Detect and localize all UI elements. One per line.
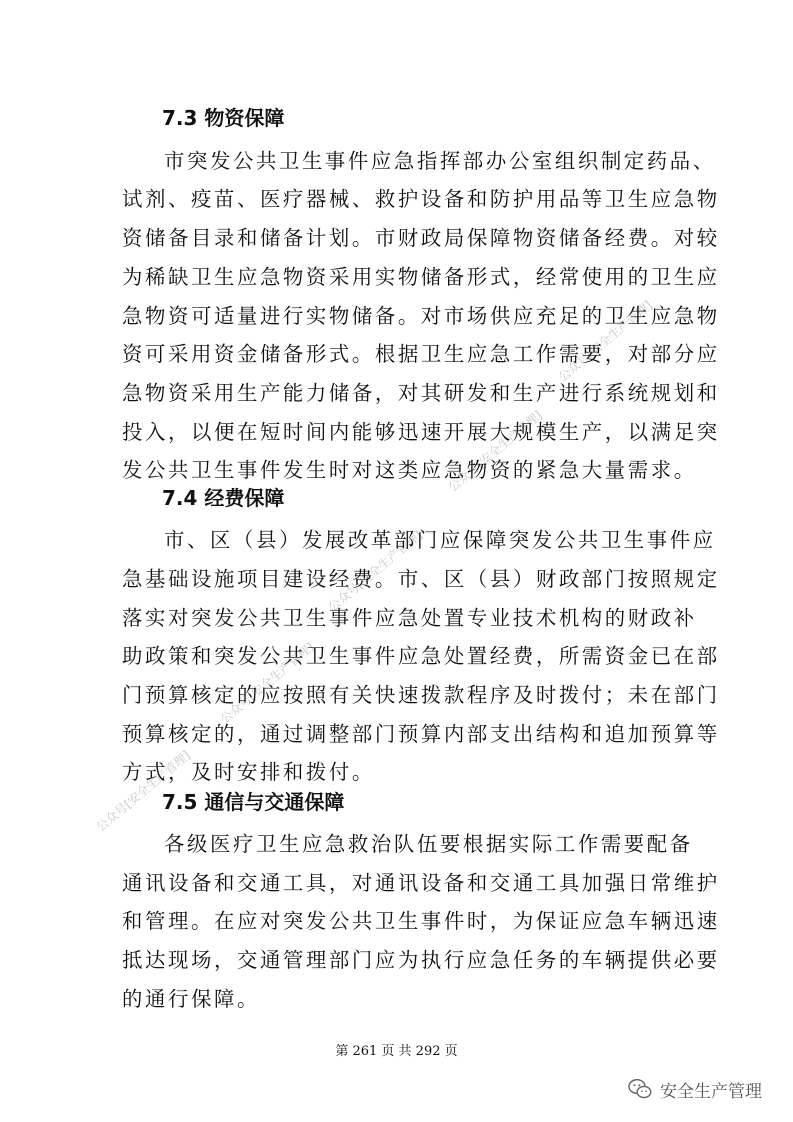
section-heading: 7.3 物资保障 (162, 106, 285, 130)
paragraph-line: 各级医疗卫生应急救治队伍要根据实际工作需要配备 (164, 832, 693, 856)
paragraph-line: 为稀缺卫生应急物资采用实物储备形式，经常使用的卫生应 (122, 265, 720, 289)
watermark: 公众号[安全生产管理] (325, 528, 425, 615)
paragraph-line: 急物资可适量进行实物储备。对市场供应充足的卫生应急物 (122, 304, 720, 328)
watermark: 公众号[安全生产管理] (555, 298, 655, 385)
paragraph-line: 发公共卫生事件发生时对这类应急物资的紧急大量需求。 (122, 458, 697, 482)
paragraph-line: 和管理。在应对突发公共卫生事件时，为保证应急车辆迅速 (122, 909, 720, 933)
page-number: 第 261 页 共 292 页 (335, 1044, 458, 1059)
paragraph-line: 助政策和突发公共卫生事件应急处置经费，所需资金已在部 (122, 644, 720, 668)
account-badge (628, 1074, 762, 1104)
paragraph-line: 预算核定的，通过调整部门预算内部支出结构和追加预算等 (122, 722, 720, 746)
paragraph-line: 试剂、疫苗、医疗器械、救护设备和防护用品等卫生应急物 (122, 187, 720, 211)
paragraph-line: 抵达现场，交通管理部门应为执行应急任务的车辆提供必要 (122, 948, 720, 972)
paragraph-line: 的通行保障。 (122, 987, 260, 1011)
section-heading: 7.4 经费保障 (162, 486, 285, 510)
watermark: 公众号[安全生产管理] (93, 748, 193, 835)
paragraph-line: 门预算核定的应按照有关快速拨款程序及时拨付；未在部门 (122, 683, 720, 707)
paragraph-line: 资储备目录和储备计划。市财政局保障物资储备经费。对较 (122, 226, 720, 250)
watermark: 公众号[安全生产管理] (445, 408, 545, 495)
section-heading: 7.5 通信与交通保障 (162, 790, 345, 814)
paragraph-line: 投入，以便在短时间内能够迅速开展大规模生产，以满足突 (122, 420, 720, 444)
paragraph-line: 市突发公共卫生事件应急指挥部办公室组织制定药品、 (164, 149, 716, 173)
paragraph-line: 资可采用资金储备形式。根据卫生应急工作需要，对部分应 (122, 342, 720, 366)
paragraph-line: 落实对突发公共卫生事件应急处置专业技术机构的财政补 (122, 606, 697, 630)
account-name: 安全生产管理 (660, 1081, 762, 1102)
wechat-icon (628, 1078, 652, 1100)
paragraph-line: 急物资采用生产能力储备，对其研发和生产进行系统规划和 (122, 381, 720, 405)
paragraph-line: 通讯设备和交通工具，对通讯设备和交通工具加强日常维护 (122, 871, 720, 895)
paragraph-line: 急基础设施项目建设经费。市、区（县）财政部门按照规定 (122, 567, 720, 591)
watermark: 公众号[安全生产管理] (217, 640, 317, 727)
paragraph-line: 市、区（县）发展改革部门应保障突发公共卫生事件应 (164, 528, 716, 552)
paragraph-line: 方式，及时安排和拨付。 (122, 760, 375, 784)
